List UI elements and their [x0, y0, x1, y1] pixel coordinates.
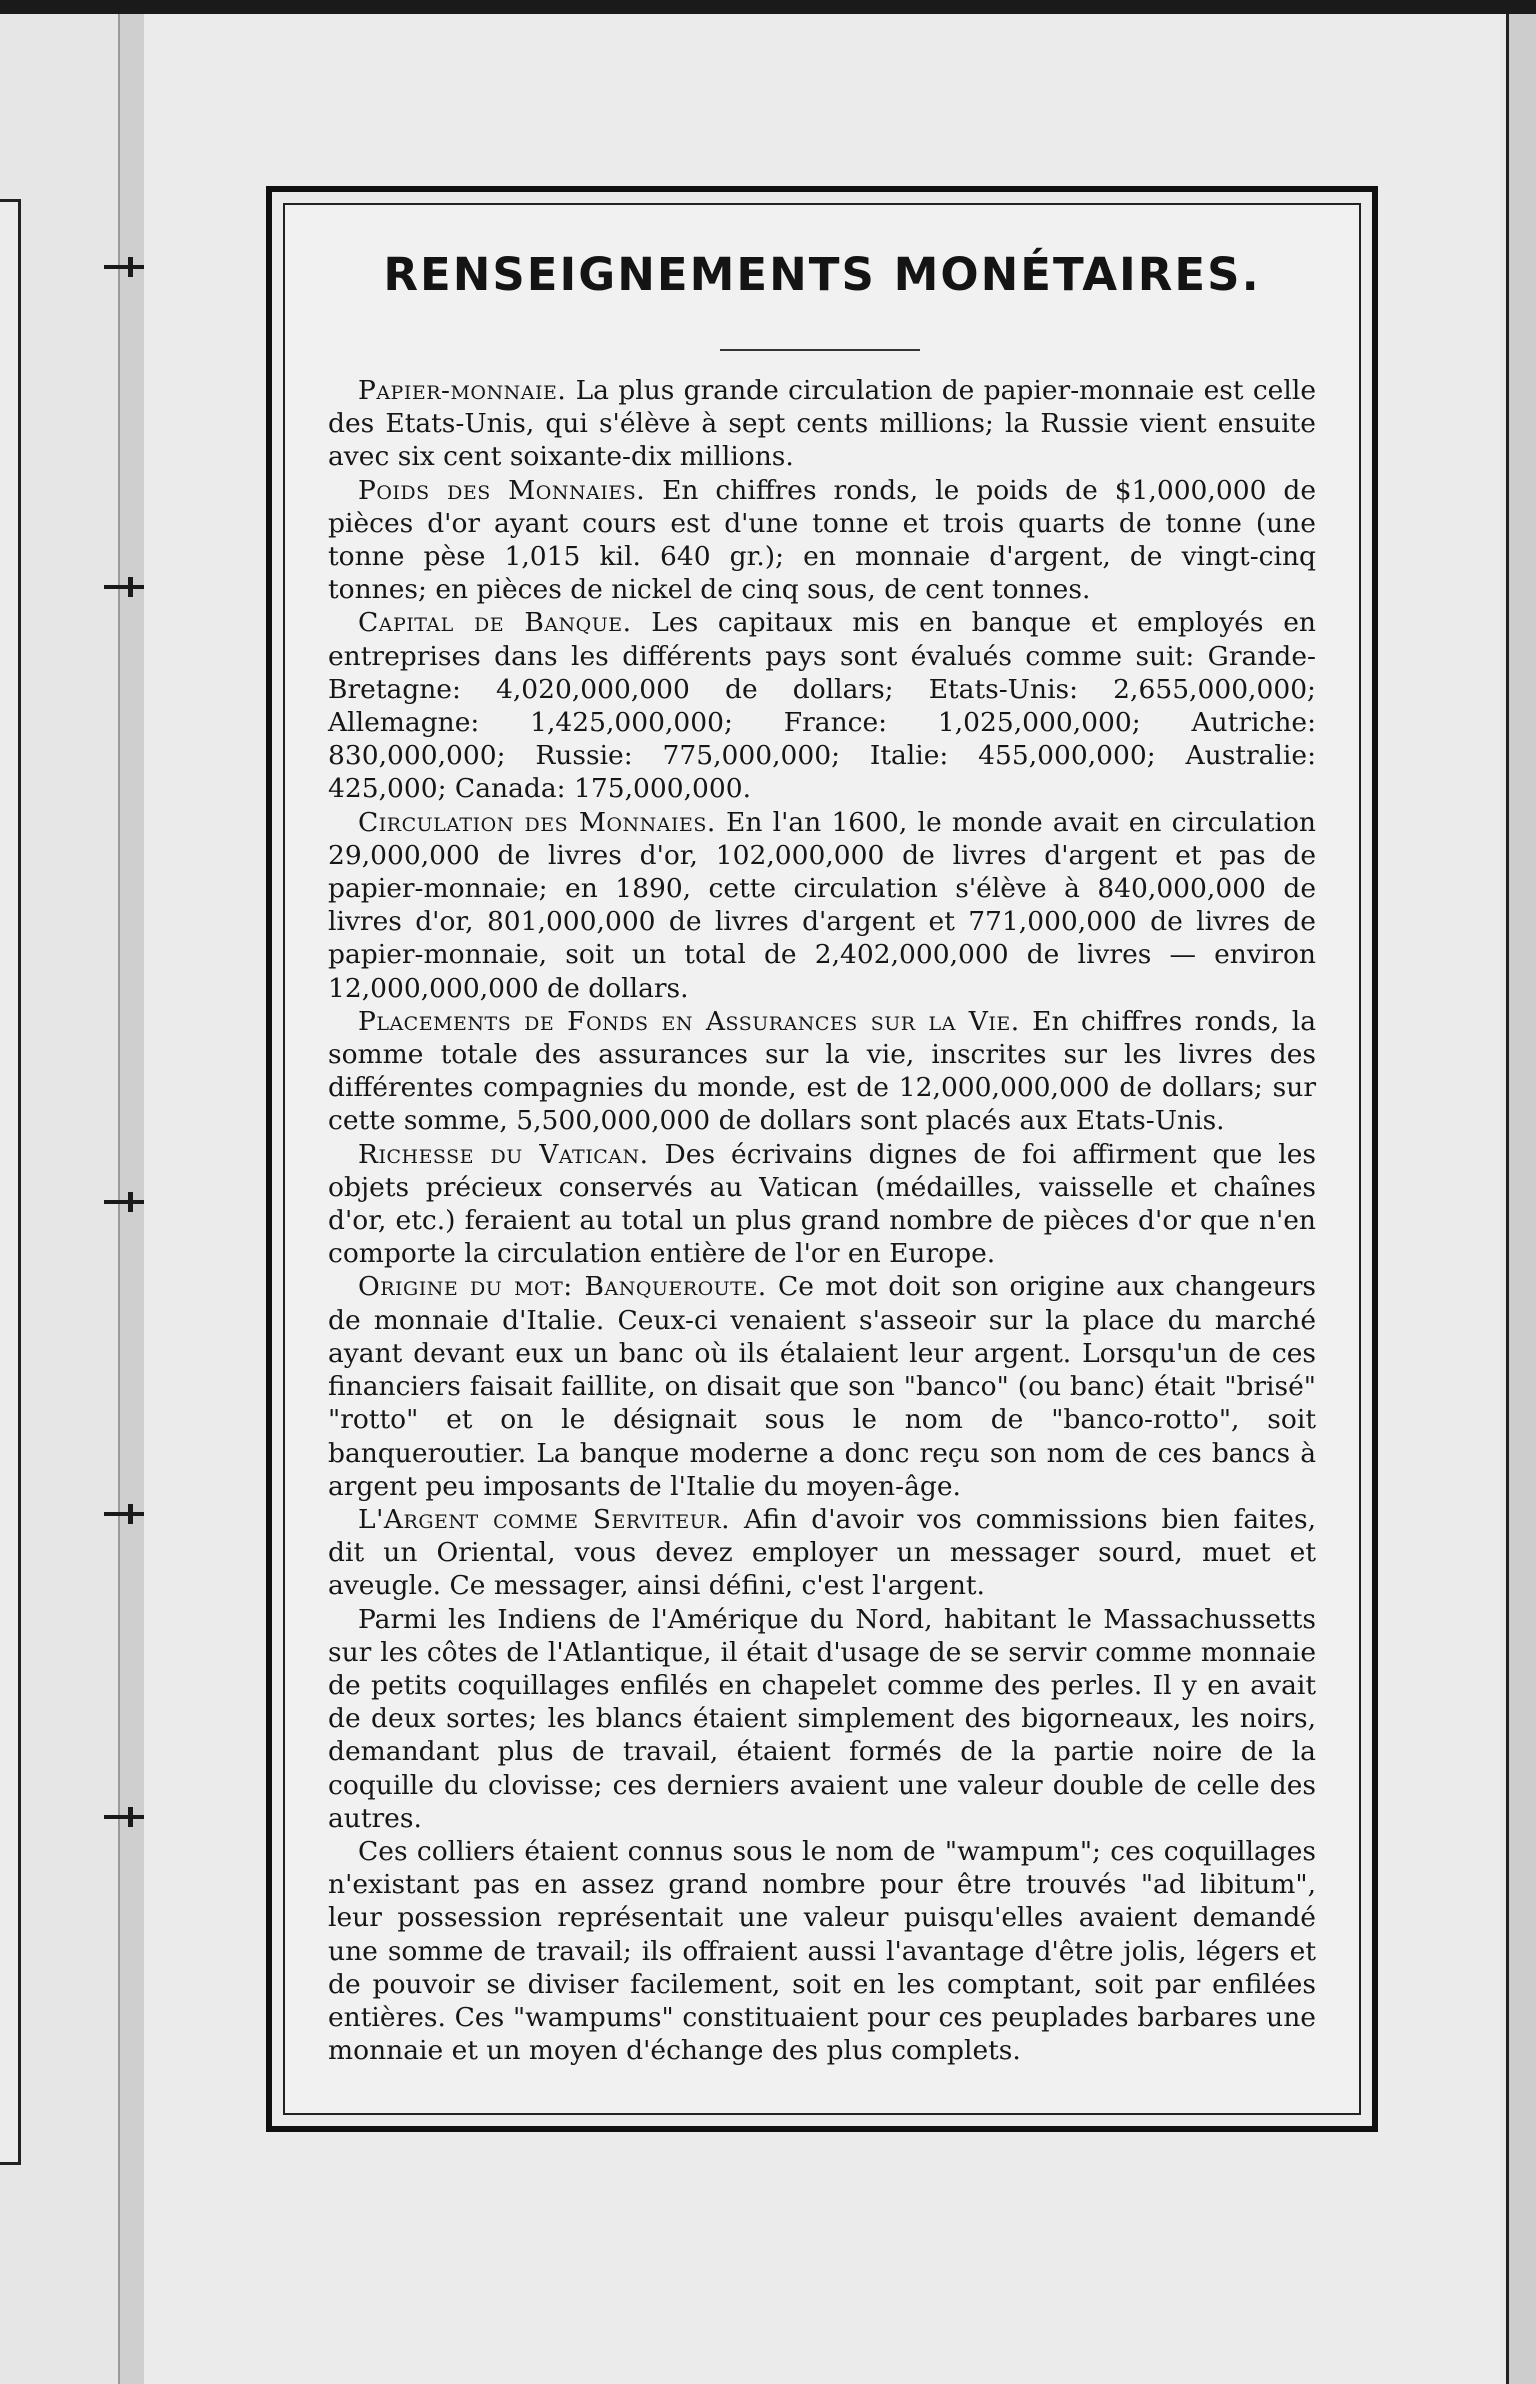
- paragraph: [328, 374, 1316, 474]
- paragraph-text: En chiffres ronds, le poids de $1,000,000 de pièces d'or ayant cours est d'une tonne et trois quarts de tonne (une tonne pèse 1,015 kil. 640 gr.); en monnaie d'argent, de vingt-cinq tonnes; en pièces de nickel de cinq sous, de cent tonnes.: [328, 474, 1317, 606]
- paragraph: [328, 1270, 1316, 1502]
- paragraph-heading: Circulation des Monnaies.: [358, 806, 716, 838]
- paragraph-text: Parmi les Indiens de l'Amérique du Nord, habitant le Massachussetts sur les côtes de l'Atlantique, il était d'usage de se servir comme monnaie de petits coquillages enfilés en chapelet comme des perles. Il y en avait de deux sortes; les blancs étaient simplement des bigorneaux, les noirs, demandant plus de travail, étaient formés de la partie noire de la coquille du clovisse; ces derniers avaient une valeur double de celle des autres.: [328, 1603, 1316, 1834]
- paragraph-text: Ce mot doit son origine aux changeurs de monnaie d'Italie. Ceux-ci venaient s'asseoir sur la place du marché ayant devant eux un banc où ils étalaient leur argent. Lorsqu'un de ces financiers faisait faillite, on disait que son "banco" (ou banc) était "brisé" "rotto" et on le désignait sous le nom de "banco-rotto", soit banqueroutier. La banque moderne a donc reçu son nom de ces bancs à argent peu imposants de l'Italie du moyen-âge.: [328, 1271, 1316, 1502]
- paragraph: [328, 1005, 1316, 1138]
- article-body: [328, 374, 1316, 2067]
- scan-top-edge: [0, 0, 1536, 14]
- paragraph-heading: Placements de Fonds en Assurances sur la Vie.: [358, 1005, 1020, 1037]
- paragraph-text: En l'an 1600, le monde avait en circulation 29,000,000 de livres d'or, 102,000,000 de livres d'argent et pas de papier-monnaie; en 1890, cette circulation s'élève à 840,000,000 de livres d'or, 801,000,000 de livres d'argent et 771,000,000 de livres de papier-monnaie, soit un total de 2,402,000,000 de livres — environ 12,000,000,000 de dollars.: [328, 806, 1316, 1004]
- paragraph-heading: Origine du mot: Banqueroute.: [358, 1271, 767, 1303]
- paragraph: [328, 606, 1316, 805]
- paragraph: [328, 1835, 1316, 2067]
- paragraph-text: Les capitaux mis en banque et employés en entreprises dans les différents pays sont évalués comme suit: Grande-Bretagne: 4,020,000,000 de dollars; Etats-Unis: 2,655,000,000; Allemagne: 1,425,000,000; France: 1,025,000,000; Autriche: 830,000,000; Russie: 775,000,000; Italie: 455,000,000; Australie: 425,000; Canada: 175,000,000.: [328, 607, 1316, 805]
- paragraph-text: Des écrivains dignes de foi affirment que les objets précieux conservés au Vatican (médailles, vaisselle et chaînes d'or, etc.) feraient au total un plus grand nombre de pièces d'or que n'en comporte la circulation entière de l'or en Europe.: [328, 1138, 1316, 1270]
- facing-page-frame-stub: [0, 199, 21, 2165]
- paragraph-text: En chiffres ronds, la somme totale des assurances sur la vie, inscrites sur les livres des différentes compagnies du monde, est de 12,000,000,000 de dollars; sur cette somme, 5,500,000,000 de dollars sont placés aux Etats-Unis.: [328, 1005, 1316, 1137]
- page-right-edge: [1506, 14, 1536, 2384]
- paragraph-heading: Capital de Banque.: [358, 607, 632, 639]
- facing-page-edge: [0, 14, 128, 2384]
- paragraph-text: Afin d'avoir vos commissions bien faites, dit un Oriental, vous devez employer un messager sourd, muet et aveugle. Ce messager, ainsi défini, c'est l'argent.: [328, 1503, 1316, 1602]
- paragraph: [328, 1503, 1316, 1603]
- title-divider: [720, 349, 920, 351]
- paragraph-text: La plus grande circulation de papier-monnaie est celle des Etats-Unis, qui s'élève à sept cents millions; la Russie vient ensuite avec six cent soixante-dix millions.: [328, 375, 1316, 473]
- paragraph-heading: Poids des Monnaies.: [358, 474, 646, 506]
- paragraph: [328, 474, 1316, 607]
- paragraph-heading: L'Argent comme Serviteur.: [358, 1503, 731, 1535]
- paragraph-heading: Richesse du Vatican.: [358, 1138, 649, 1170]
- paragraph: [328, 1138, 1316, 1271]
- paragraph-heading: Papier-monnaie.: [358, 375, 567, 406]
- page-title: RENSEIGNEMENTS MONÉTAIRES.: [383, 248, 1261, 301]
- paragraph: [328, 806, 1316, 1005]
- paragraph: [328, 1603, 1316, 1835]
- paragraph-text: Ces colliers étaient connus sous le nom de "wampum"; ces coquillages n'existant pas en assez grand nombre pour être trouvés "ad libitum", leur possession représentait une valeur puisqu'elles avaient demandé une somme de travail; ils offraient aussi l'avantage d'être jolis, légers et de pouvoir se diviser facilement, soit en les comptant, soit par enfilées entières. Ces "wampums" constituaient pour ces peuplades barbares une monnaie et un moyen d'échange des plus complets.: [328, 1835, 1316, 2067]
